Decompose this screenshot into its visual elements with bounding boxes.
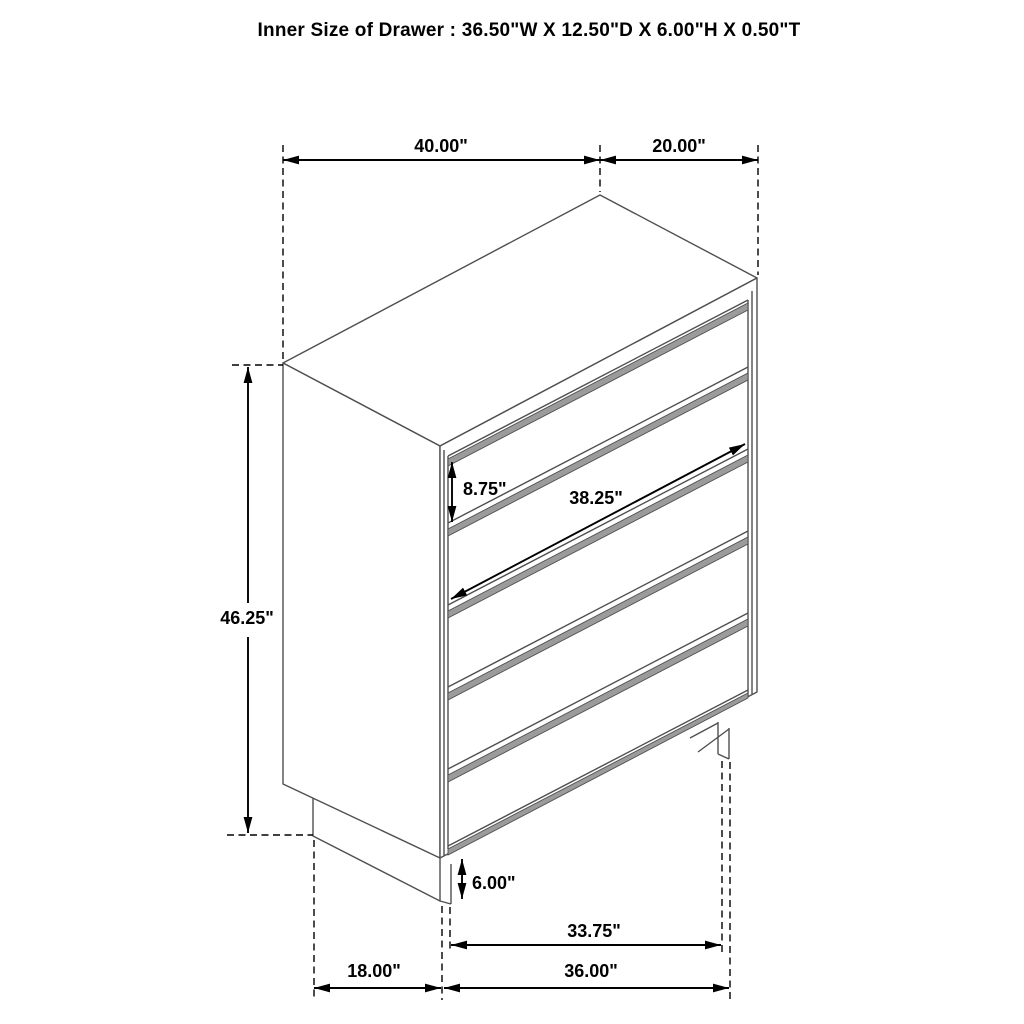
top-width-label: 40.00" bbox=[414, 136, 468, 156]
leg-height-label: 6.00" bbox=[472, 873, 516, 893]
cabinet-side-panel bbox=[283, 363, 440, 858]
leg-height-dimension bbox=[462, 859, 516, 899]
outer-base-width-label: 36.00" bbox=[564, 961, 618, 981]
inner-base-width-label: 33.75" bbox=[567, 921, 621, 941]
top-depth-label: 20.00" bbox=[652, 136, 706, 156]
base-depth-label: 18.00" bbox=[347, 961, 401, 981]
cabinet-drawing bbox=[283, 195, 757, 904]
front-left-leg bbox=[440, 864, 451, 904]
drawer-front-height-label: 8.75" bbox=[463, 479, 507, 499]
overall-height-label: 46.25" bbox=[220, 608, 274, 628]
drawer-front-width-label: 38.25" bbox=[569, 488, 623, 508]
front-right-leg bbox=[718, 722, 729, 759]
recessed-plinth-edge-lines bbox=[690, 723, 729, 752]
diagram-title: Inner Size of Drawer : 36.50"W X 12.50"D X 6.00"H X 0.50"T bbox=[257, 20, 801, 41]
